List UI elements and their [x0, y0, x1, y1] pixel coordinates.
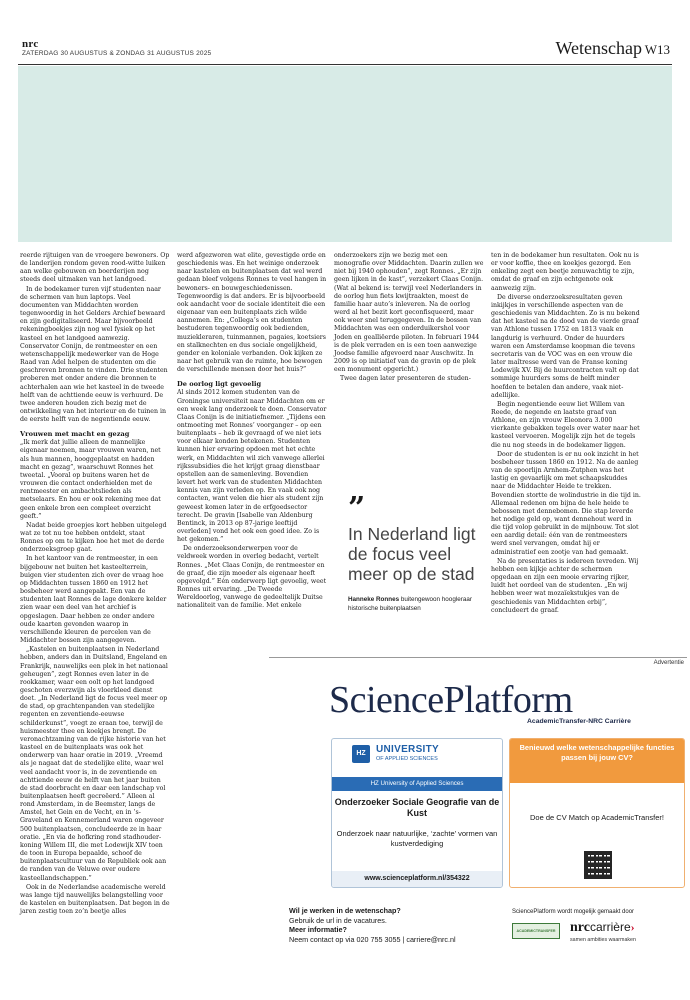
- article-column-3: [334, 252, 484, 385]
- quote-mark-icon: ”: [348, 491, 366, 526]
- page-number: W13: [644, 42, 670, 57]
- paragraph: Ook in de Nederlandse academische wereld was lange tijd nauwelijks belangstelling voor de kastelen en buitenplaatsen. Dat begon in de jaren zestig toen zo’n beetje alles: [20, 883, 170, 916]
- advertisement-label: Advertentie: [653, 660, 684, 666]
- carriere-logo-text: carrière: [589, 920, 631, 934]
- vacancy-title: Onderzoeker Sociale Geografie van de Kust: [334, 797, 500, 818]
- article-image-area: [18, 66, 672, 242]
- vacancy-url-link[interactable]: www.scienceplatform.nl/354322: [332, 871, 502, 887]
- qr-code-icon[interactable]: [584, 851, 612, 879]
- quote-text: In Nederland ligt de focus veel meer op de stad: [348, 524, 476, 584]
- contact-info-heading: Meer informatie?: [289, 925, 347, 935]
- issue-date: ZATERDAG 30 AUGUSTUS & ZONDAG 31 AUGUSTUS 2025: [22, 50, 212, 57]
- employer-bar: HZ University of Applied Sciences: [332, 777, 502, 791]
- cv-match-heading: Benieuwd welke wetenschappelijke functies passen bij jouw CV?: [510, 739, 684, 783]
- quote-author: Hanneke Ronnes: [348, 596, 400, 603]
- contact-line: Neem contact op via 020 755 3055 | carriere@nrc.nl: [289, 934, 456, 944]
- paragraph: In het kantoor van de rentmeester, in een bijgebouw net buiten het kasteelterrein, buigen vier studenten zich over de vraag hoe op Middachten tussen 1860 en 1912 het bosbeheer werd aangepakt. Een van de studenten laat Ronnes de lage donkere kelder zien waar een deel van het archief is opgeslagen. Daar hebben ze onder andere oude kaarten gevonden waarop in verschillende kleuren de percelen van de Middachter bossen zijn aangegeven.: [20, 555, 167, 645]
- paragraph: „Ik merk dat jullie alleen de mannelijke eigenaar noemen, maar vrouwen waren, net als hun mannen, hooggeplaatst en hadden macht en gezag”, waarschuwt Ronnes het tweetal. „Vooral op buitens waren het de vrouwen die contact onderhielden met de rentmeester en ambachtslieden als metselaars. En hou er ook rekening mee dat geen enkele bron een compleet overzicht geeft.”: [20, 439, 161, 520]
- hz-subname: OF APPLIED SCIENCES: [376, 756, 438, 762]
- ad-contact-info: [289, 906, 456, 944]
- header-rule: [18, 64, 672, 65]
- paragraph: Al sinds 2012 komen studenten van de Groningse universiteit naar Middachten om er een week lang onderzoek te doen. Conservator Claas Conijn is de initiatiefnemer. „Tijdens een ontmoeting met Ronnes’ voorganger – op een buitenplaats – heb ik gevraagd of we niet iets voor elkaar konden betekenen. Studenten kunnen hier ervaring opdoen met het echte werk, en Middachten wil zich vanwege allerlei rijkssubsidies die het krijgt graag dienstbaar opstellen aan de samenleving. Bovendien levert het werk van de studenten Middachten kennis van zijn verleden op. En vaak ook nog contacten, want velen die hier als student zijn geweest komen later in de erfgoedsector terecht. De gravin [Isabelle van Aldenburg Bentinck, in 2013 op 87-jarige leeftijd overleden] vond het ook een goed idee. Zo is het gekomen.”: [177, 389, 327, 544]
- ad-subtitle: AcademicTransfer-NRC Carrière: [527, 718, 631, 725]
- paragraph: „Kastelen en buitenplaatsen in Nederland hebben, anders dan in Duitsland, Engeland en Frankrijk, nauwelijks een plek in het nationaal geheugen”, zegt Ronnes even later in de rookkamer, waar een oolt op het landgoed geschoten everzwijn als vloerkleed dienst doet. „In Nederland ligt de focus veel meer op de stad, op grachtenpanden van stedelijke regenten en zeventiende-eeuwse schilderkunst”, voegt ze eraan toe, terwijl de huismeester thee en koekjes brengt. De veronachtzaming van de rijke historie van het kasteel en de buitenplaats was ook het onderwerp van haar oratie in 2019. „Vreemd als je nagaat dat de stedelijke elite, waar wel veel aandacht voor is, in de zeventiende en achttiende eeuw de helft van het jaar buiten de stad doorbracht en daar een landschap vol buitenplaatsen heeft gecreëerd.” Alleen al rond Amsterdam, in de Beemster, langs de Amstel, het Gein en de Vecht, en in ’s-Graveland en Kennemerland waren ongeveer 500 buitenplaatsen, concludeerde ze in haar oratie. „En via de hofkring rond stadhouder-koning Willem III, die met Lodewijk XIV toen de toon in Europa bepaalde, schoof de buitenplaatscultuur van de Republiek ook aan de randen van de Veluwe over oudere kasteellandschappen.”: [20, 646, 168, 882]
- sponsor-text: SciencePlatform wordt mogelijk gemaakt door: [512, 909, 635, 915]
- section-title: Wetenschap: [555, 38, 642, 58]
- hz-logo-icon: HZ: [352, 745, 370, 763]
- contact-question: Wil je werken in de wetenschap?: [289, 906, 401, 915]
- cv-match-card[interactable]: [509, 738, 685, 888]
- contact-answer: Gebruik de url in de vacatures.: [289, 915, 387, 925]
- article-column-4: [491, 252, 641, 616]
- academictransfer-logo: [512, 923, 560, 939]
- nrc-logo-text: nrc: [570, 920, 590, 935]
- paragraph: In de bodekamer turen vijf studenten naar de schermen van hun laptops. Veel documenten van Middachten worden tegenwoordig in het Gelders Archief bewaard en zijn gedigitaliseerd. Maar bijvoorbeeld rekeningboekjes zijn nog wel fysiek op het kasteel en het landgoed aanwezig. Conservator Conijn, de rentmeester en een wetenschappelijk medewerker van de Hoge Raad van Adel helpen de studenten om die geschreven bronnen te vinden. Drie studenten proberen met onder andere die bronnen te achterhalen aan wie het kasteel in de tweede helft van de achttiende eeuw is verhuurd. De twee anderen houden zich bezig met de ontwikkeling van het interieur en de tuinen in de eerste helft van de negentiende eeuw.: [20, 285, 168, 424]
- quote-author-role: buitengewoon hoogleraar historische buitenplaatsen: [348, 596, 472, 612]
- advertisement[interactable]: [269, 657, 687, 957]
- vacancy-card[interactable]: [331, 738, 503, 888]
- vacancy-description: Onderzoek naar natuurlijke, ‘zachte’ vormen van kustverdediging: [336, 829, 498, 848]
- paragraph: Nadat beide groepjes kort hebben uitgelegd wat ze tot nu toe hebben ontdekt, staat Ronnes op om te kijken hoe het met de derde onderzoeksgroep gaat.: [20, 521, 167, 554]
- chevron-right-icon: ›: [630, 920, 635, 934]
- academictransfer-logo-text: ACADEMICTRANSFER: [516, 929, 556, 933]
- paragraph: Twee dagen later presenteren de studen-: [340, 375, 471, 383]
- pull-quote: [348, 491, 488, 613]
- ad-title: SciencePlatform: [329, 679, 573, 721]
- paragraph: reerde rijtuigen van de vroegere bewoners. Op de landerijen rondom geven rood-witte luiken aan welke gebouwen en boerderijen nog steeds deel uitmaken van het landgoed.: [20, 252, 170, 284]
- hz-name: UNIVERSITY: [376, 744, 440, 755]
- paragraph: Door de studenten is er nu ook inzicht in het bosbeheer tussen 1860 en 1912. Na de aanleg van de spoorlijn Arnhem-Zutphen was het lastig en gevaarlijk om met schaapskuddes naar de Middachter Heide te trekken. Bovendien stortte de wolindustrie in die tijd in. Allemaal redenen om bijna de hele heide te bebossen met dennebomen. Die stap leverde het nodige geld op, want dennehout werd in die tijd volop gebruikt in de mijnbouw. Tot slot een aardig detail: één van de rentmeesters werd snel vervangen, omdat hij er administratief een zootje van had gemaakt.: [491, 450, 641, 556]
- cv-match-text: Doe de CV Match op AcademicTransfer!: [530, 813, 664, 822]
- quote-attribution: [348, 596, 488, 613]
- article-column-1: [20, 252, 170, 917]
- paragraph: Begin negentiende eeuw liet Willem van Reede, de negende en laatste graaf van Athlone, en zijn vrouw Eleonora 3.000 vierkante gebakken tegels over water naar het kasteel vervoeren. Mogelijk zijn het de tegels die nu nog steeds in de bodekamer liggen.: [491, 400, 640, 449]
- paragraph: De diverse onderzoeksresultaten geven inkijkjes in verschillende aspecten van de geschiedenis van Middachten. Zo is nu bekend dat het kasteel na de dood van de vierde graaf van Athlone tussen 1752 en 1813 vaak en langdurig is verhuurd. Onder de huurders waren een Amsterdamse koopman die tevens secretaris van de VOC was en een vrouw die later maîtresse werd van de Franse koning Lodewijk XV. Bij de huurcontracten valt op dat sommige huurders soms de helft minder hoefden te betalen dan andere, vaak niet-adellijke.: [491, 293, 640, 399]
- subheading: Vrouwen met macht en gezag: [20, 430, 130, 439]
- article-column-2: [177, 252, 327, 612]
- nrc-carriere-tagline: samen ambities waarmaken: [570, 937, 636, 943]
- nrc-logo: nrc: [22, 38, 39, 50]
- paragraph: ten in de bodekamer hun resultaten. Ook nu is er voor koffie, thee en koekjes gezorgd. Een enkeling zegt een beetje zenuwachtig te zijn, omdat de graaf en zijn echtgenote ook aanwezig zijn.: [491, 252, 639, 292]
- nrc-carriere-logo: [570, 920, 635, 936]
- paragraph: onderzoekers zijn we bezig met een monografie over Middachten. Daarin zullen we niet bij 1940 ophouden”, zegt Ronnes. „Er zijn geen lijken in de kast”, verzekert Claas Conijn. (Wat al bekend is: terwijl veel Nederlanders in de oorlog hun fiets kwijtraakten, moest de familie haar auto’s inleveren. Na de oorlog werd al het bezit kort geconfisqueerd, maar ook weer snel teruggegeven. In de bossen van Middachten was een onderduikershol voor Joden en gealliëerde piloten. In februari 1944 is de plek verraden en is een toen aanwezige Joodse familie afgevoerd naar Auschwitz. In 2009 is op initiatief van de gravin op de plek een monument opgericht.): [334, 252, 484, 374]
- paragraph: Na de presentaties is iedereen tevreden. Wij hebben een kijkje achter de schermen opgedaan en zijn een mooie ervaring rijker, luidt het oordeel van de studenten. „En wij hebben weer wat mozaïekstukjes van de geschiedenis van Middachten erbij”, concludeert de graaf.: [491, 557, 639, 614]
- paragraph: werd afgezworen wat elite, gevestigde orde en geschiedenis was. En het weinige onderzoek naar kastelen en buitenplaatsen dat wel werd gedaan bleef volgens Ronnes te veel hangen in bewoners- en bouwgeschiedenissen. Tegenwoordig is dat anders. Er is bijvoorbeeld ook aandacht voor de sociale identiteit die een eigenaar van een buitenplaats zich wilde aannemen. En: „Collega’s en studenten bestuderen tegenwoordig ook bedienden, muziekleraren, tuinmannen, pagaies, koetsiers en stalknechten en dus sociale ongelijkheid, gender en koloniale verbanden. Ook kijken ze naar het gebruik van de ruimte, hoe bewogen de verschillende mensen door het huis?”: [177, 252, 327, 374]
- subheading: De oorlog ligt gevoelig: [177, 380, 262, 389]
- page-header: [18, 36, 672, 64]
- paragraph: De onderzoeksonderwerpen voor de veldweek worden in overleg bedacht, vertelt Ronnes. „Met Claas Conijn, de rentmeester en de graaf, die zijn moeder als eigenaar heeft opgevolgd.” Eén onderwerp ligt gevoelig, weet Ronnes uit ervaring. „De Tweede Wereldoorlog, vanwege de gedeeltelijk Duitse nationaliteit van de familie. Met enkele: [177, 545, 327, 610]
